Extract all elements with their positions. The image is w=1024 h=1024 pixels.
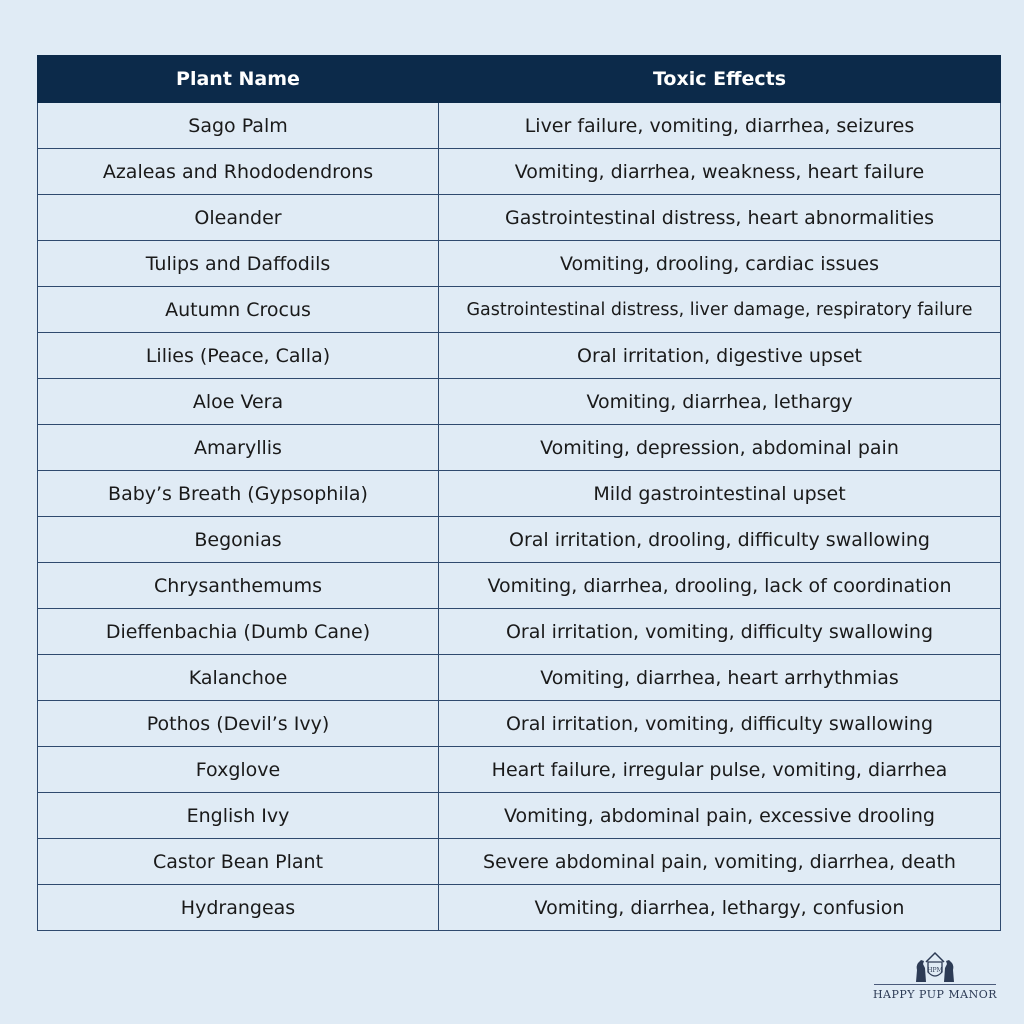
table-row [38,563,1001,609]
toxic-effects-cell: Heart failure, irregular pulse, vomiting, diarrhea [439,747,1001,793]
table-body [38,103,1001,931]
toxic-effects-cell: Oral irritation, digestive upset [439,333,1001,379]
toxic-effects-cell: Oral irritation, vomiting, difficulty swallowing [439,701,1001,747]
toxic-effects-cell: Vomiting, depression, abdominal pain [439,425,1001,471]
plant-name-cell: English Ivy [38,793,439,839]
header-plant-name: Plant Name [38,56,439,103]
toxic-effects-cell: Liver failure, vomiting, diarrhea, seizures [439,103,1001,149]
table-row [38,609,1001,655]
plant-name-cell: Tulips and Daffodils [38,241,439,287]
toxic-effects-cell: Gastrointestinal distress, liver damage, respiratory failure [439,287,1001,333]
plant-name-cell: Azaleas and Rhododendrons [38,149,439,195]
toxic-effects-cell: Vomiting, diarrhea, weakness, heart failure [439,149,1001,195]
table-row [38,287,1001,333]
plant-name-cell: Amaryllis [38,425,439,471]
plant-name-cell: Lilies (Peace, Calla) [38,333,439,379]
plant-name-cell: Aloe Vera [38,379,439,425]
table-row [38,103,1001,149]
plant-name-cell: Pothos (Devil’s Ivy) [38,701,439,747]
logo-text: HAPPY PUP MANOR [872,988,998,1001]
crest-with-dogs-icon [912,948,958,984]
header-toxic-effects: Toxic Effects [439,56,1001,103]
table-row [38,149,1001,195]
table-row [38,379,1001,425]
toxic-effects-cell: Severe abdominal pain, vomiting, diarrhea, death [439,839,1001,885]
toxic-effects-cell: Vomiting, diarrhea, drooling, lack of coordination [439,563,1001,609]
plant-name-cell: Hydrangeas [38,885,439,931]
table-row [38,517,1001,563]
plant-name-cell: Oleander [38,195,439,241]
toxic-effects-cell: Vomiting, diarrhea, lethargy [439,379,1001,425]
plant-name-cell: Kalanchoe [38,655,439,701]
toxic-effects-cell: Vomiting, diarrhea, lethargy, confusion [439,885,1001,931]
toxic-effects-cell: Oral irritation, vomiting, difficulty swallowing [439,609,1001,655]
plant-name-cell: Begonias [38,517,439,563]
plant-name-cell: Chrysanthemums [38,563,439,609]
table-row [38,241,1001,287]
plant-name-cell: Dieffenbachia (Dumb Cane) [38,609,439,655]
table-row [38,195,1001,241]
table-row [38,747,1001,793]
logo-monogram: HPM [927,967,943,974]
plant-name-cell: Autumn Crocus [38,287,439,333]
toxic-effects-cell: Oral irritation, drooling, difficulty swallowing [439,517,1001,563]
table-row [38,885,1001,931]
toxic-effects-cell: Vomiting, abdominal pain, excessive drooling [439,793,1001,839]
table-header-row [38,56,1001,103]
plant-name-cell: Sago Palm [38,103,439,149]
plant-name-cell: Foxglove [38,747,439,793]
toxic-effects-cell: Mild gastrointestinal upset [439,471,1001,517]
table-row [38,839,1001,885]
plant-name-cell: Castor Bean Plant [38,839,439,885]
table-row [38,701,1001,747]
toxic-effects-cell: Gastrointestinal distress, heart abnormalities [439,195,1001,241]
table-row [38,333,1001,379]
table-row [38,655,1001,701]
brand-logo [872,948,998,1004]
table-row [38,793,1001,839]
toxic-effects-cell: Vomiting, diarrhea, heart arrhythmias [439,655,1001,701]
logo-divider [874,984,996,985]
table-row [38,471,1001,517]
table-row [38,425,1001,471]
toxic-effects-cell: Vomiting, drooling, cardiac issues [439,241,1001,287]
plant-name-cell: Baby’s Breath (Gypsophila) [38,471,439,517]
toxic-plants-table [37,55,1001,931]
